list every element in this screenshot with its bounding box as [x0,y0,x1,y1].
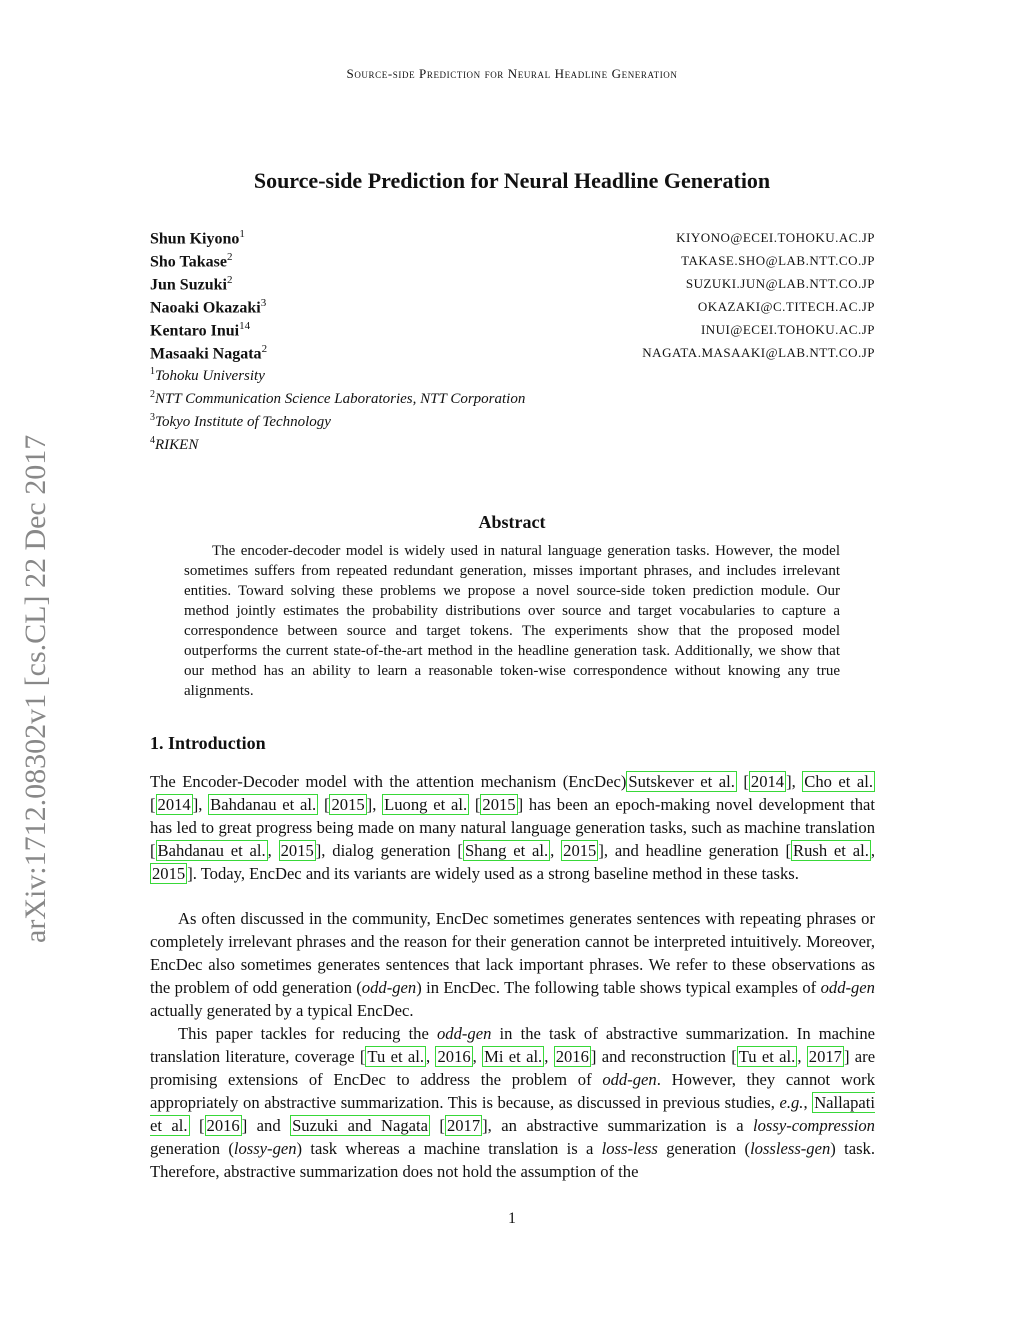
author-row [150,251,875,273]
citation-link[interactable]: 2016 [206,1116,240,1135]
author-name: Masaaki Nagata$^2$ [150,343,268,363]
author-row [150,297,875,319]
intro-paragraph-2: As often discussed in the community, EncDec sometimes generates sentences with repeating phrases or completely irrelevant phrases and the reason for their generation cannot be interpreted intuitively. Moreover, EncDec also sometimes generates sentences that lack important phrases. We refer to these observations as the problem of odd generation (odd-gen) in EncDec. The following table shows typical examples of odd-gen actually generated by a typical EncDec. [150,909,875,1020]
citation-link[interactable]: 2015 [331,795,365,814]
author-email: TAKASE.SHO@LAB.NTT.CO.JP [681,253,875,268]
citation-link[interactable]: 2017 [808,1047,842,1066]
author-email: NAGATA.MASAAKI@LAB.NTT.CO.JP [642,345,875,360]
citation-link[interactable]: Bahdanau et al. [210,795,317,814]
affiliation: $^2$NTT Communication Science Laboratories, NTT Corporation [150,389,526,407]
author-email: OKAZAKI@C.TITECH.AC.JP [697,299,875,314]
arxiv-identifier: arXiv:1712.08302v1 [cs.CL] 22 Dec 2017 [19,434,52,943]
citation-link[interactable]: Rush et al. [793,841,869,860]
citation-link[interactable]: Tu et al. [738,1047,796,1066]
citation-link[interactable]: Mi et al. [484,1047,543,1066]
page-number: 1 [508,1210,516,1227]
author-email: INUI@ECEI.TOHOKU.AC.JP [700,322,875,337]
affiliation: $^1$Tohoku University [150,366,265,384]
citation-link[interactable]: Sutskever et al. [628,772,735,791]
citation-link[interactable]: 2016 [555,1047,589,1066]
author-row [150,320,875,342]
author-name: Shun Kiyono$^1$ [150,228,245,248]
author-name: Kentaro Inui$^{14}$ [150,320,251,340]
intro-paragraph-3: This paper tackles for reducing the odd-gen in the task of abstractive summarization. In machine translation literature, coverage [ Tu et al. , 2016 , Mi et al. , 2016 ] and reconstruction [ Tu et al. , 2017 ] are promising extensions of EncDec to address the problem of odd-gen. However, they cannot work appropriately on abstractive summarization. This is because, as discussed in previous studies, e.g., Nallapati et al. [ 2016 ] and Suzuki and Nagata [ 2017 ], an abstractive summarization is a lossy-compression generation (lossy-gen) task whereas a machine translation is a loss-less generation (lossless-gen) task. Therefore, abstractive summarization does not hold the assumption of the [150,1024,876,1181]
citation-link[interactable]: 2015 [482,795,516,814]
citation-link[interactable]: Suzuki and Nagata [292,1116,428,1135]
citation-link[interactable]: 2017 [446,1116,481,1135]
author-name: Naoaki Okazaki$^3$ [150,297,267,317]
citation-link[interactable]: Shang et al. [464,841,549,860]
running-head: Source-side Prediction for Neural Headline Generation [346,66,678,81]
abstract-text: The encoder-decoder model is widely used in natural language generation tasks. However, the model sometimes suffers from repeated redundant generation, misses important phrases, and includes irrelevant entities. Toward solving these problems we propose a novel source-side token prediction module. Our method jointly estimates the probability distributions over source and target vocabularies to capture a correspondence between source and target tokens. The experiments show that the proposed model outperforms the current state-of-the-art method in the headline generation task. Additionally, we show that our method has an ability to learn a reasonable token-wise correspondence without knowing any true alignments. [184,543,840,699]
paper-title: Source-side Prediction for Neural Headline Generation [253,168,771,193]
citation-link[interactable]: Cho et al. [804,772,873,791]
author-email: SUZUKI.JUN@LAB.NTT.CO.JP [685,276,875,291]
author-email: KIYONO@ECEI.TOHOKU.AC.JP [676,230,875,245]
author-row [150,228,875,250]
citation-link[interactable]: 2014 [157,795,191,814]
citation-link[interactable]: Luong et al. [384,795,468,814]
affiliation: $^3$Tokyo Institute of Technology [150,412,331,430]
intro-paragraph-1: The Encoder-Decoder model with the attention mechanism (EncDec) Sutskever et al. [ 2014 ], Cho et al. [ 2014 ], Bahdanau et al. [ 2015 ], Luong et al. [ 2015 ] has been an epoch-making novel development that has led to great progress being made on many natural language generation tasks, such as machine translation [ Bahdanau et al. , 2015 ], dialog generation [ Shang et al. , 2015 ], and headline generation [ Rush et al. , 2015 ]. Today, EncDec and its variants are widely used as a strong baseline method in these tasks. [150,772,876,883]
citation-link[interactable]: Tu et al. [367,1047,424,1066]
citation-link[interactable]: Nallapati et al. [150,1093,876,1135]
affiliation: $^4$RIKEN [150,435,199,453]
citation-link[interactable]: 2014 [750,772,785,791]
citation-link[interactable]: 2016 [437,1047,471,1066]
author-row [150,274,875,296]
abstract-heading: Abstract [478,512,546,532]
section-heading: 1. Introduction [150,733,266,753]
citation-link[interactable]: Bahdanau et al. [157,841,266,860]
author-name: Sho Takase$^2$ [150,251,233,271]
citation-link[interactable]: 2015 [563,841,597,860]
author-row [150,343,875,365]
citation-link[interactable]: 2015 [280,841,314,860]
citation-link[interactable]: 2015 [152,864,186,883]
author-name: Jun Suzuki$^2$ [150,274,233,294]
